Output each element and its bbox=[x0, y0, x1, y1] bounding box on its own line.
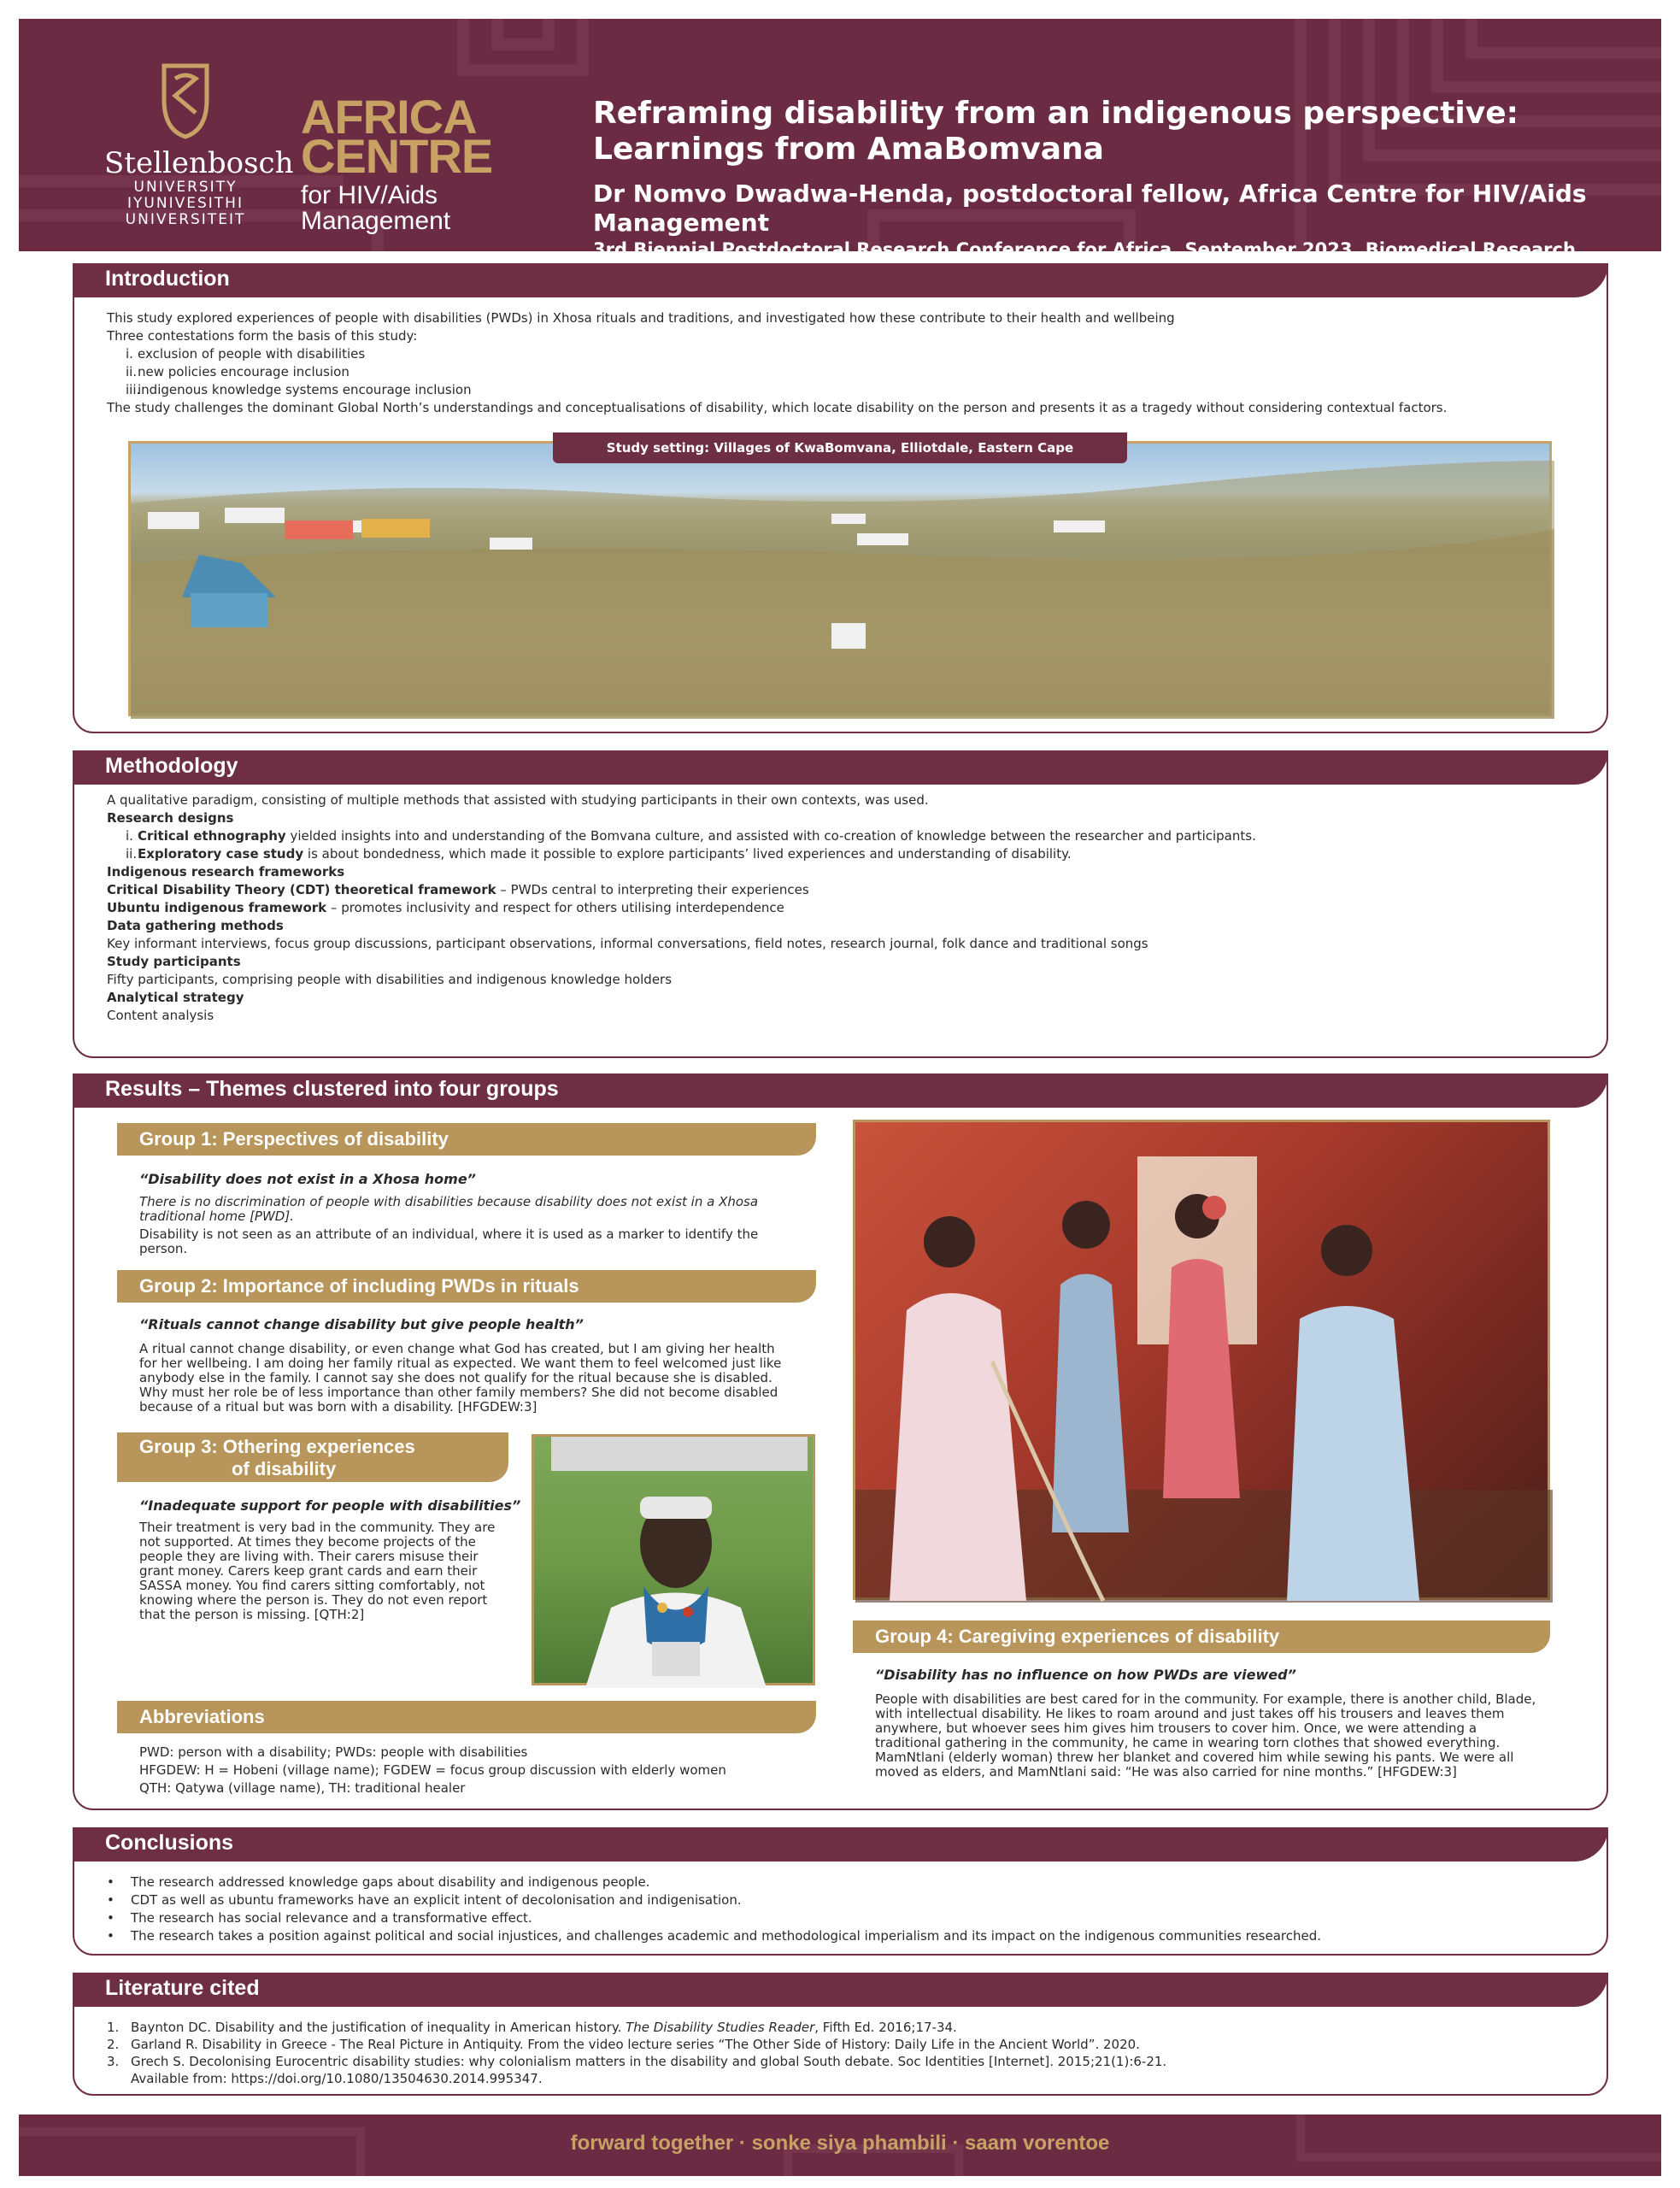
conclusions-body bbox=[107, 1873, 1586, 1945]
section-header-bar bbox=[73, 1973, 1608, 2007]
reference-item: 2. Garland R. Disability in Greece - The Real Picture in Antiquity. From the video lecture series “The Other Side of History: Daily Life in the Ancient World”. 2020. bbox=[107, 2037, 1140, 2052]
centre-line-3: for HIV/Aids bbox=[301, 181, 438, 209]
methodology-section bbox=[73, 750, 1608, 1058]
landscape-illustration bbox=[131, 444, 1554, 719]
analysis-text: Content analysis bbox=[107, 1008, 214, 1023]
data-gathering-text: Key informant interviews, focus group discussions, participant observations, informal conversations, field notes, research journal, folk dance and traditional songs bbox=[107, 936, 1148, 951]
list-item: ii.Exploratory case study is about bondedness, which made it possible to explore participants’ lived experiences and understanding of disability. bbox=[126, 846, 1072, 862]
reference-item-continuation: Available from: https://doi.org/10.1080/13504630.2014.995347. bbox=[131, 2071, 543, 2086]
participants-text: Fifty participants, comprising people with disabilities and indigenous knowledge holders bbox=[107, 972, 673, 987]
group-1-italic-text: There is no discrimination of people with disabilities because disability does not exist in a Xhosa traditional home [PWD]. bbox=[139, 1194, 759, 1224]
group-3-title-line-1: Group 3: Othering experiences bbox=[139, 1436, 415, 1457]
portrait-illustration bbox=[534, 1437, 818, 1688]
university-sub-1: UNIVERSITY bbox=[133, 179, 238, 196]
centre-line-4: Management bbox=[301, 207, 451, 235]
ubuntu-line: Ubuntu indigenous framework – promotes inclusivity and respect for others utilising interdependence bbox=[107, 900, 784, 915]
list-item: ii.new policies encourage inclusion bbox=[126, 364, 350, 379]
poster-footer bbox=[19, 2114, 1661, 2176]
frameworks-heading: Indigenous research frameworks bbox=[107, 864, 345, 879]
group-4-quote: “Disability has no influence on how PWDs are viewed” bbox=[875, 1667, 1296, 1683]
section-header-bar bbox=[73, 263, 1608, 297]
list-item: • CDT as well as ubuntu frameworks have an explicit intent of decolonisation and indigenisation. bbox=[107, 1891, 1586, 1909]
methodology-body bbox=[107, 791, 1586, 1025]
stellenbosch-emblem-icon bbox=[151, 62, 220, 138]
group-3-header bbox=[117, 1432, 508, 1482]
section-title: Methodology bbox=[105, 754, 238, 778]
cdt-line: Critical Disability Theory (CDT) theoretical framework – PWDs central to interpreting their experiences bbox=[107, 882, 809, 897]
section-header-bar bbox=[73, 1073, 1608, 1108]
conclusions-section bbox=[73, 1827, 1608, 1956]
literature-body bbox=[107, 2019, 1586, 2087]
abbreviations-list bbox=[139, 1744, 806, 1797]
literature-section bbox=[73, 1973, 1608, 2096]
university-name: Stellenbosch bbox=[104, 146, 294, 180]
abbreviation-line: PWD: person with a disability; PWDs: people with disabilities bbox=[139, 1744, 528, 1760]
ritual-dance-photo bbox=[853, 1120, 1550, 1600]
author-line: Dr Nomvo Dwadwa-Henda, postdoctoral fellow, Africa Centre for HIV/Aids Management bbox=[593, 179, 1587, 237]
conference-line: 3rd Biennial Postdoctoral Research Conference for Africa, September 2023, Biomedical Research bbox=[593, 239, 1576, 260]
poster-header bbox=[19, 19, 1661, 260]
abbreviation-line: QTH: Qatywa (village name), TH: traditional healer bbox=[139, 1780, 466, 1796]
group-4-text: People with disabilities are best cared for in the community. For example, there is another child, Blade, with intellectual disability. He likes to roam around and just takes off his trousers and leaves them anywhere, but whoever sees him gives him trousers to cover him. Once, we were attending a traditional gathering in the community, he came in wearing torn clothes that showed everything. MamNtlani (elderly woman) threw her blanket and covered him while sewing his pants. We were all moved as elders, and MamNtlani said: “He was also carried for nine months.” [HFGDEW:3] bbox=[875, 1691, 1536, 1779]
group-3-title-line-2: of disability bbox=[232, 1458, 337, 1479]
intro-paragraph-1: This study explored experiences of people with disabilities (PWDs) in Xhosa rituals and traditions, and investigated how these contribute to their health and wellbeing bbox=[107, 310, 1175, 326]
study-setting-label: Study setting: Villages of KwaBomvana, Elliotdale, Eastern Cape bbox=[553, 432, 1127, 463]
list-item: • The research addressed knowledge gaps about disability and indigenous people. bbox=[107, 1873, 1586, 1891]
list-item: i. exclusion of people with disabilities bbox=[126, 346, 366, 362]
centre-line-1: AFRICA bbox=[301, 90, 477, 144]
list-item: i. Critical ethnography yielded insights into and understanding of the Bomvana culture, and assisted with co-creation of knowledge between the researcher and participants. bbox=[126, 828, 1256, 844]
title-block bbox=[593, 96, 1661, 285]
abbreviation-line: HFGDEW: H = Hobeni (village name); FGDEW = focus group discussion with elderly women bbox=[139, 1762, 726, 1778]
group-1-quote: “Disability does not exist in a Xhosa home” bbox=[139, 1171, 476, 1187]
stellenbosch-logo bbox=[104, 62, 294, 228]
method-paragraph: A qualitative paradigm, consisting of multiple methods that assisted with studying participants in their own contexts, was used. bbox=[107, 792, 929, 808]
group-1-text: Disability is not seen as an attribute of an individual, where it is used as a marker to identify the person. bbox=[139, 1226, 759, 1256]
poster-title-line-1: Reframing disability from an indigenous perspective: bbox=[593, 96, 1519, 131]
introduction-body bbox=[107, 309, 1586, 417]
research-designs-heading: Research designs bbox=[107, 810, 234, 826]
section-header-bar bbox=[73, 750, 1608, 785]
list-item: • The research has social relevance and a transformative effect. bbox=[107, 1909, 1586, 1927]
reference-item: 1. Baynton DC. Disability and the justification of inequality in American history. The Disability Studies Reader, Fifth Ed. 2016;17-34. bbox=[107, 2020, 957, 2035]
intro-paragraph-2: Three contestations form the basis of this study: bbox=[107, 328, 418, 344]
traditional-healer-photo bbox=[532, 1434, 815, 1685]
analysis-heading: Analytical strategy bbox=[107, 990, 244, 1005]
data-gathering-heading: Data gathering methods bbox=[107, 918, 284, 933]
section-title: Introduction bbox=[105, 267, 230, 291]
group-4-header: Group 4: Caregiving experiences of disability bbox=[853, 1620, 1550, 1653]
study-setting-photo bbox=[128, 441, 1552, 716]
group-2-text: A ritual cannot change disability, or even change what God has created, but I am giving her health for her wellbeing. I am doing her family ritual as expected. We want them to feel welcomed just like anybody else in the family. I cannot say she does not qualify for the ritual because she is disabled. Why must her role be of less importance than other family members? She did not become disabled because of a ritual but was born with a disability. [HFGDEW:3] bbox=[139, 1341, 782, 1415]
reference-item: 3. Grech S. Decolonising Eurocentric disability studies: why colonialism matters in the disability and global South debate. Soc Identities [Internet]. 2015;21(1):6-21. bbox=[107, 2054, 1167, 2069]
list-item: iii.indigenous knowledge systems encourage inclusion bbox=[126, 382, 472, 397]
section-title: Literature cited bbox=[105, 1976, 260, 2000]
group-1-header: Group 1: Perspectives of disability bbox=[117, 1123, 816, 1156]
africa-centre-logo bbox=[301, 90, 493, 235]
list-item: • The research takes a position against political and social injustices, and challenges academic and methodological imperialism and its impact on the indigenous communities researched. bbox=[107, 1927, 1586, 1945]
group-3-quote: “Inadequate support for people with disabilities” bbox=[139, 1497, 521, 1514]
section-title: Conclusions bbox=[105, 1831, 234, 1855]
participants-heading: Study participants bbox=[107, 954, 241, 969]
centre-line-2: CENTRE bbox=[301, 129, 493, 183]
group-2-quote: “Rituals cannot change disability but give people health” bbox=[139, 1316, 584, 1332]
university-sub-3: UNIVERSITEIT bbox=[125, 211, 246, 228]
dance-illustration bbox=[855, 1122, 1553, 1603]
university-sub-2: IYUNIVESITHI bbox=[127, 195, 244, 212]
section-header-bar bbox=[73, 1827, 1608, 1862]
group-3-text: Their treatment is very bad in the community. They are not supported. At times they become projects of the people they are living with. Their carers misuse their grant money. Carers keep grant cards and earn their SASSA money. You find carers sitting comfortably, not knowing where the person is. They do not even report that the person is missing. [QTH:2] bbox=[139, 1520, 496, 1622]
section-title: Results – Themes clustered into four groups bbox=[105, 1077, 559, 1101]
intro-paragraph-3: The study challenges the dominant Global North’s understandings and conceptualisations of disability, which locate disability on the person and presents it as a tragedy without considering contextual factors. bbox=[107, 400, 1448, 415]
footer-tagline: forward together · sonke siya phambili · saam vorentoe bbox=[570, 2132, 1110, 2155]
poster-title-line-2: Learnings from AmaBomvana bbox=[593, 132, 1104, 167]
abbreviations-header: Abbreviations bbox=[117, 1701, 816, 1733]
group-2-header: Group 2: Importance of including PWDs in rituals bbox=[117, 1270, 816, 1303]
